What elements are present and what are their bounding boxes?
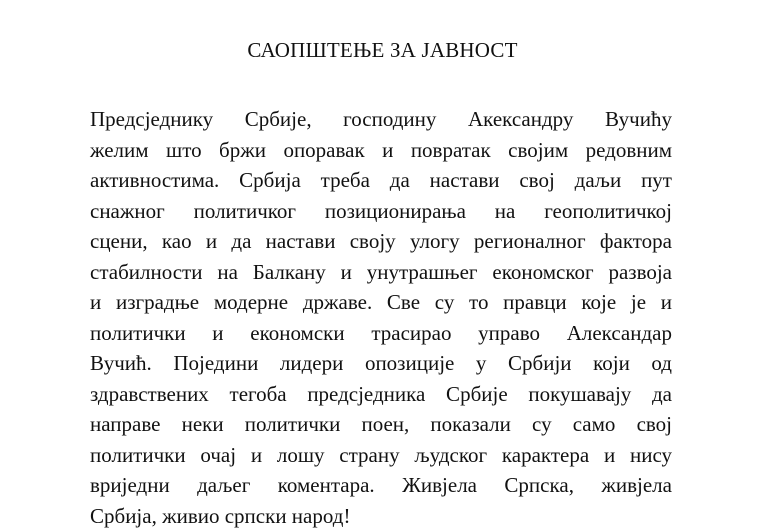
- document-title: САОПШТЕЊЕ ЗА ЈАВНОСТ: [0, 38, 765, 63]
- body-line: активностима. Србија треба да настави свој даљи пут: [90, 165, 672, 196]
- body-line: Вучић. Поједини лидери опозиције у Србији који од: [90, 348, 672, 379]
- body-line: политички и економски трасирао управо Александар: [90, 318, 672, 349]
- body-line: вриједни даљег коментара. Живјела Српска, живјела: [90, 470, 672, 501]
- body-line: направе неки политички поен, показали су само свој: [90, 409, 672, 440]
- body-line: стабилности на Балкану и унутрашњег економског развоја: [90, 257, 672, 288]
- body-line: снажног политичког позиционирања на геополитичкој: [90, 196, 672, 227]
- body-line: здравствених тегоба предсједника Србије покушавају да: [90, 379, 672, 410]
- body-line: сцени, као и да настави своју улогу регионалног фактора: [90, 226, 672, 257]
- body-line: Србија, живио српски народ!: [90, 501, 672, 531]
- body-line: политички очај и лошу страну људског карактера и нису: [90, 440, 672, 471]
- body-line: желим што бржи опоравак и повратак својим редовним: [90, 135, 672, 166]
- body-line: Предсједнику Србије, господину Акександру Вучићу: [90, 104, 672, 135]
- document-body: [90, 104, 672, 531]
- body-line: и изградње модерне државе. Све су то правци које је и: [90, 287, 672, 318]
